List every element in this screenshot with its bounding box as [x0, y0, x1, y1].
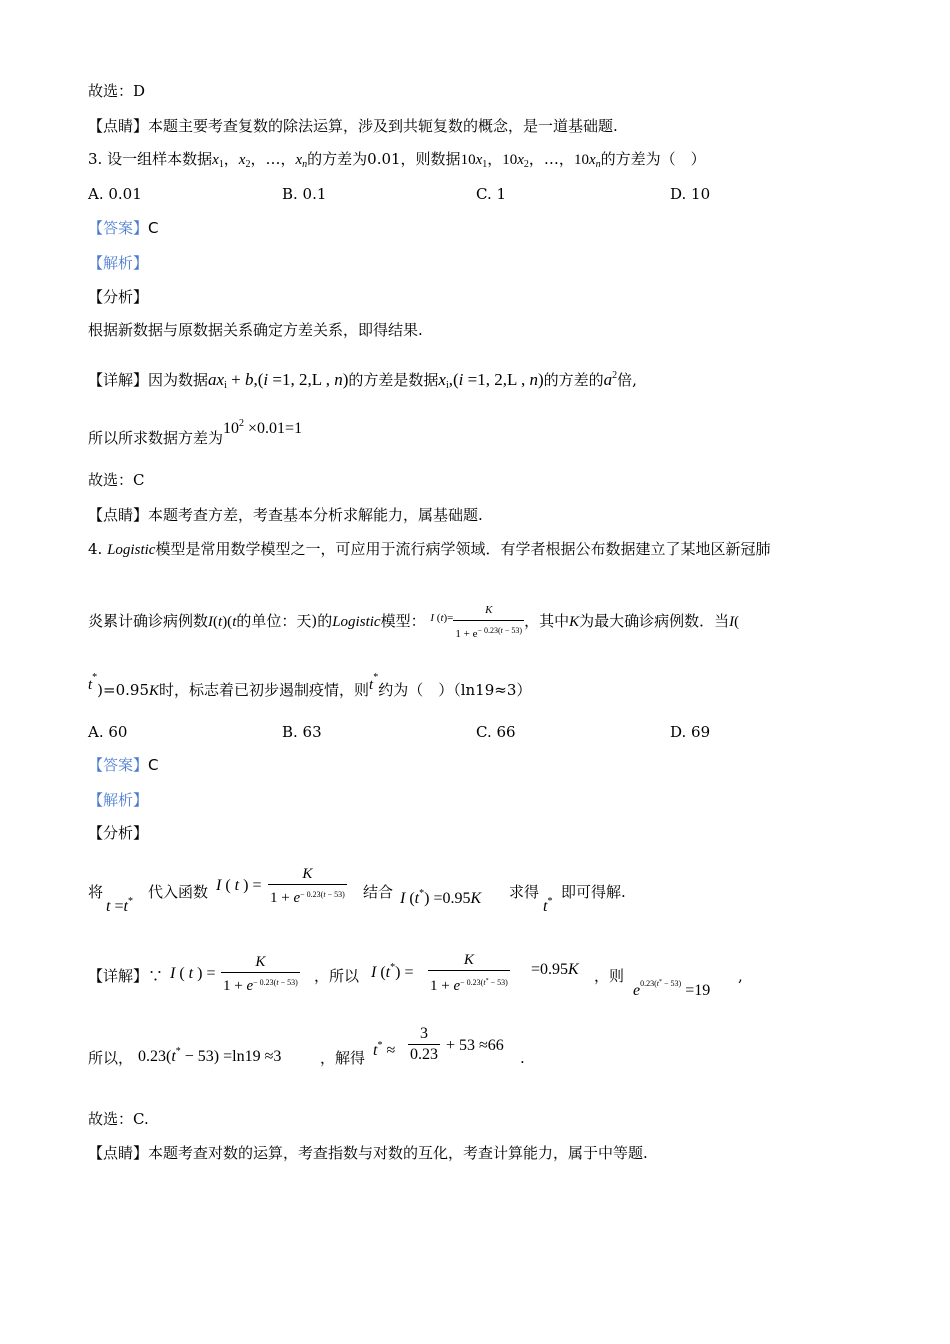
q3-fenxi: 根据新数据与原数据关系确定方差关系，即得结果. — [88, 321, 423, 339]
q4-fenxi-tag: 【分析】 — [88, 824, 149, 842]
q4-option-b: B. 63 — [282, 723, 322, 741]
q4-comment: 【点睛】本题考查对数的运算，考查指数与对数的互化，考查计算能力，属于中等题. — [88, 1144, 648, 1162]
q2-comment: 【点睛】本题主要考查复数的除法运算，涉及到共轭复数的概念，是一道基础题. — [88, 117, 618, 135]
q3-option-c: C. 1 — [476, 185, 507, 203]
q4-choice: 故选：C. — [88, 1110, 149, 1128]
q4-answer: 【答案】C — [88, 756, 159, 774]
q3-option-b: B. 0.1 — [282, 185, 327, 203]
q3-choice: 故选：C — [88, 471, 145, 489]
q4-option-d: D. 69 — [670, 723, 711, 741]
q3-fenxi-tag: 【分析】 — [88, 288, 149, 306]
q3-option-a: A. 0.01 — [88, 185, 142, 203]
q3-detail: 【详解】因为数据$ax_i + b,(i =1$, 2,L , n)的方差是数据$x_i,(i =1$, 2,L , n)的方差的$a^2$倍, — [88, 370, 637, 391]
q2-choice: 故选：D — [88, 82, 146, 100]
q3-analysis-tag: 【解析】 — [88, 254, 149, 272]
q4-stem-line2: 炎累计确诊病例数I(t)(t的单位：天)的Logistic模型： I (t)= $\frac{K}{1 + e^{- 0.23(t - 53)}}$ ，其中K为最大确诊病例数．当I( — [88, 600, 739, 644]
q4-analysis-tag: 【解析】 — [88, 791, 149, 809]
q3-option-d: D. 10 — [670, 185, 711, 203]
q4-option-a: A. 60 — [88, 723, 128, 741]
q4-stem-line3: t*)=0.95K时，标志着已初步遏制疫情，则t*约为（ ）（ln19≈3） — [88, 672, 532, 699]
q3-stem: 3. 设一组样本数据$x_1$，$x_2$，…，$x_n$的方差为0.01，则数据$10x_1$，$10x_2$，…，$10x_n$的方差为（ ） — [88, 150, 706, 170]
q4-option-c: C. 66 — [476, 723, 516, 741]
q3-answer: 【答案】C — [88, 219, 159, 237]
q3-comment: 【点睛】本题考查方差，考查基本分析求解能力，属基础题. — [88, 506, 483, 524]
q3-detail-2: 所以所求数据方差为$10^2 \times 0.01=1$ — [88, 418, 303, 447]
q4-stem-line1: 4. Logistic模型是常用数学模型之一，可应用于流行病学领域．有学者根据公布数据建立了某地区新冠肺 — [88, 540, 771, 558]
